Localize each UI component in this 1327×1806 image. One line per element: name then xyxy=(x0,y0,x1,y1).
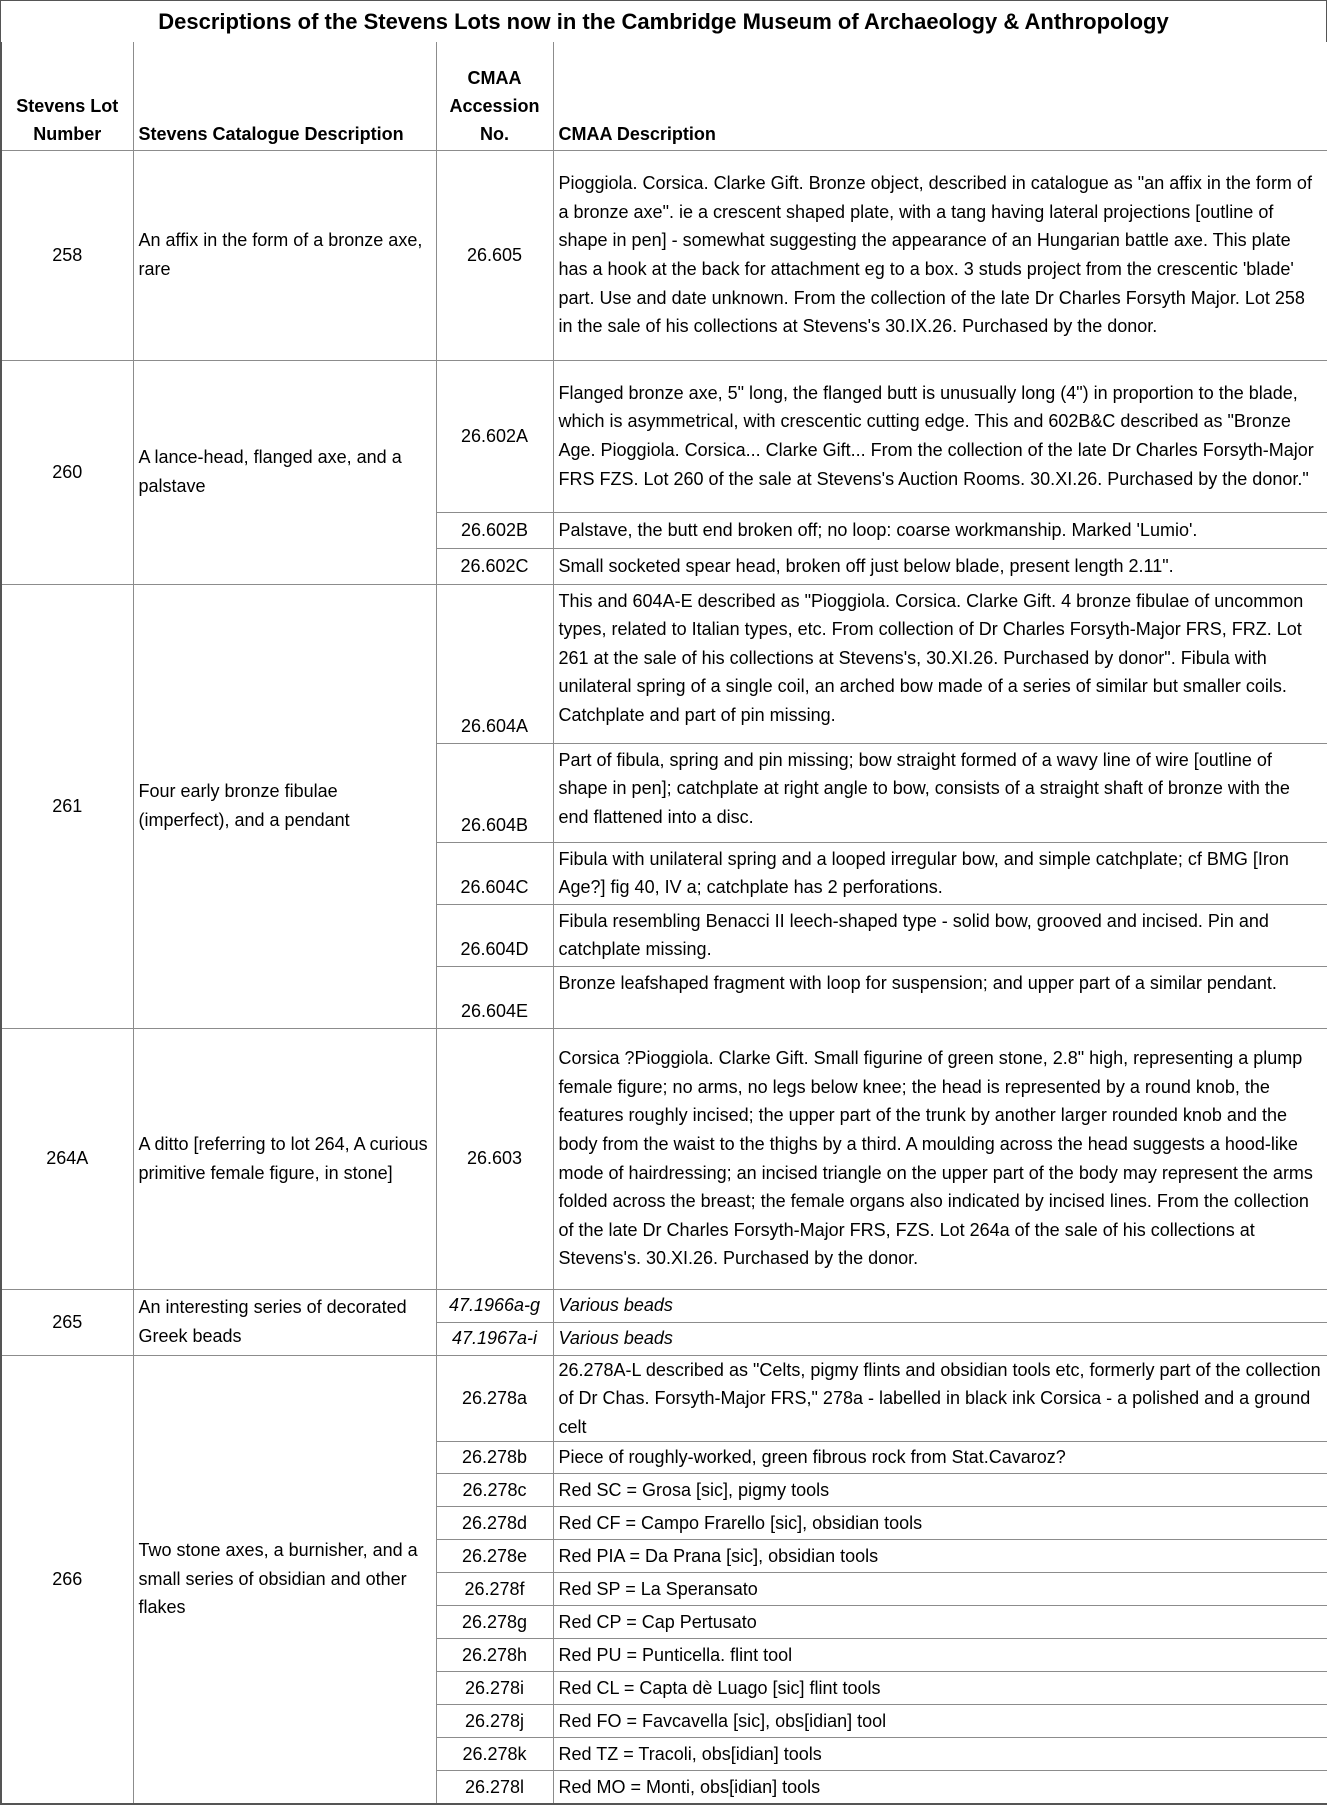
table-row xyxy=(1,1355,1327,1442)
accession-number: 26.278d xyxy=(436,1507,553,1540)
lot-number: 258 xyxy=(1,150,133,360)
accession-number: 26.278k xyxy=(436,1738,553,1771)
stevens-description: A ditto [referring to lot 264, A curious primitive female figure, in stone] xyxy=(133,1028,436,1289)
lots-table xyxy=(0,42,1327,1805)
cmaa-description: Red FO = Favcavella [sic], obs[idian] tool xyxy=(553,1705,1327,1738)
table-row xyxy=(1,360,1327,512)
accession-number: 26.604E xyxy=(436,966,553,1028)
accession-number: 26.278f xyxy=(436,1573,553,1606)
accession-number: 26.278b xyxy=(436,1442,553,1474)
stevens-description: An interesting series of decorated Greek beads xyxy=(133,1289,436,1355)
accession-number: 26.278h xyxy=(436,1639,553,1672)
accession-number: 26.603 xyxy=(436,1028,553,1289)
cmaa-description: Red TZ = Tracoli, obs[idian] tools xyxy=(553,1738,1327,1771)
accession-number: 26.602A xyxy=(436,360,553,512)
header-accession-number: CMAA Accession No. xyxy=(436,42,553,150)
stevens-description: A lance-head, flanged axe, and a palstave xyxy=(133,360,436,584)
cmaa-description: Fibula with unilateral spring and a looped irregular bow, and simple catchplate; cf BMG [Iron Age?] fig 40, IV a; catchplate has 2 perforations. xyxy=(553,842,1327,904)
accession-number: 26.278j xyxy=(436,1705,553,1738)
cmaa-description: Small socketed spear head, broken off just below blade, present length 2.11". xyxy=(553,548,1327,584)
cmaa-description: Corsica ?Pioggiola. Clarke Gift. Small figurine of green stone, 2.8" high, representing a plump female figure; no arms, no legs below knee; the head is represented by a round knob, the features roughly incised; the upper part of the trunk by another larger rounded knob and the body from the waist to the thighs by a third. A moulding across the head suggests a hood-like mode of hairdressing; an incised triangle on the upper part of the body may represent the arms folded across the breast; the female organs also indicated by incised lines. From the collection of the late Dr Charles Forsyth-Major FRS, FZS. Lot 264a of the sale of his collections at Stevens's. 30.XI.26. Purchased by the donor. xyxy=(553,1028,1327,1289)
cmaa-description: Pioggiola. Corsica. Clarke Gift. Bronze object, described in catalogue as "an affix in the form of a bronze axe". ie a crescent shaped plate, with a tang having lateral projections [outline of shape in pen] - somewhat suggesting the appearance of an Hungarian battle axe. This plate has a hook at the back for attachment eg to a box. 3 studs project from the crescentic 'blade' part. Use and date unknown. From the collection of the late Dr Charles Forsyth Major. Lot 258 in the sale of his collections at Stevens's 30.IX.26. Purchased by the donor. xyxy=(553,150,1327,360)
cmaa-description: Red CP = Cap Pertusato xyxy=(553,1606,1327,1639)
lot-number: 264A xyxy=(1,1028,133,1289)
accession-number: 26.605 xyxy=(436,150,553,360)
cmaa-description: Piece of roughly-worked, green fibrous rock from Stat.Cavaroz? xyxy=(553,1442,1327,1474)
cmaa-description: Bronze leafshaped fragment with loop for suspension; and upper part of a similar pendant. xyxy=(553,966,1327,1028)
lot-number: 261 xyxy=(1,584,133,1028)
accession-number: 26.278e xyxy=(436,1540,553,1573)
table-row xyxy=(1,1289,1327,1322)
cmaa-description: Red CL = Capta dè Luago [sic] flint tools xyxy=(553,1672,1327,1705)
accession-number: 26.278c xyxy=(436,1474,553,1507)
stevens-description: Two stone axes, a burnisher, and a small series of obsidian and other flakes xyxy=(133,1355,436,1804)
accession-number: 26.604B xyxy=(436,743,553,842)
cmaa-description: Palstave, the butt end broken off; no loop: coarse workmanship. Marked 'Lumio'. xyxy=(553,512,1327,548)
accession-number: 47.1967a-i xyxy=(436,1322,553,1355)
cmaa-description: Red PU = Punticella. flint tool xyxy=(553,1639,1327,1672)
cmaa-description: This and 604A-E described as "Pioggiola. Corsica. Clarke Gift. 4 bronze fibulae of uncommon types, related to Italian types, etc. From collection of Dr Charles Forsyth-Major FRS, FRZ. Lot 261 at the sale of his collections at Stevens's, 30.XI.26. Purchased by donor". Fibula with unilateral spring of a single coil, an arched bow made of a series of similar but smaller coils. Catchplate and part of pin missing. xyxy=(553,584,1327,743)
header-lot-number: Stevens Lot Number xyxy=(1,42,133,150)
accession-number: 26.604D xyxy=(436,904,553,966)
accession-number: 26.604C xyxy=(436,842,553,904)
cmaa-description: Red MO = Monti, obs[idian] tools xyxy=(553,1771,1327,1804)
table-row xyxy=(1,150,1327,360)
page-title: Descriptions of the Stevens Lots now in the Cambridge Museum of Archaeology & Anthropology xyxy=(0,0,1327,42)
accession-number: 47.1966a-g xyxy=(436,1289,553,1322)
cmaa-description: Red SC = Grosa [sic], pigmy tools xyxy=(553,1474,1327,1507)
lot-number: 265 xyxy=(1,1289,133,1355)
lot-number: 260 xyxy=(1,360,133,584)
accession-number: 26.602B xyxy=(436,512,553,548)
stevens-description: An affix in the form of a bronze axe, rare xyxy=(133,150,436,360)
accession-number: 26.604A xyxy=(436,584,553,743)
cmaa-description: Red CF = Campo Frarello [sic], obsidian tools xyxy=(553,1507,1327,1540)
accession-number: 26.602C xyxy=(436,548,553,584)
lot-number: 266 xyxy=(1,1355,133,1804)
table-row xyxy=(1,1028,1327,1289)
accession-number: 26.278l xyxy=(436,1771,553,1804)
cmaa-description: Red SP = La Speransato xyxy=(553,1573,1327,1606)
cmaa-description: Various beads xyxy=(553,1322,1327,1355)
stevens-description: Four early bronze fibulae (imperfect), and a pendant xyxy=(133,584,436,1028)
header-stevens-description: Stevens Catalogue Description xyxy=(133,42,436,150)
cmaa-description: Red PIA = Da Prana [sic], obsidian tools xyxy=(553,1540,1327,1573)
accession-number: 26.278a xyxy=(436,1355,553,1442)
cmaa-description: Flanged bronze axe, 5" long, the flanged butt is unusually long (4") in proportion to the blade, which is asymmetrical, with crescentic cutting edge. This and 602B&C described as "Bronze Age. Pioggiola. Corsica... Clarke Gift... From the collection of the late Dr Charles Forsyth-Major FRS FZS. Lot 260 of the sale at Stevens's Auction Rooms. 30.XI.26. Purchased by the donor." xyxy=(553,360,1327,512)
cmaa-description: Part of fibula, spring and pin missing; bow straight formed of a wavy line of wire [outline of shape in pen]; catchplate at right angle to bow, consists of a straight shaft of bronze with the end flattened into a disc. xyxy=(553,743,1327,842)
accession-number: 26.278g xyxy=(436,1606,553,1639)
cmaa-description: 26.278A-L described as "Celts, pigmy flints and obsidian tools etc, formerly part of the collection of Dr Chas. Forsyth-Major FRS," 278a - labelled in black ink Corsica - a polished and a ground celt xyxy=(553,1355,1327,1442)
table-row xyxy=(1,584,1327,743)
accession-number: 26.278i xyxy=(436,1672,553,1705)
cmaa-description: Fibula resembling Benacci II leech-shaped type - solid bow, grooved and incised. Pin and catchplate missing. xyxy=(553,904,1327,966)
header-cmaa-description: CMAA Description xyxy=(553,42,1327,150)
cmaa-description: Various beads xyxy=(553,1289,1327,1322)
